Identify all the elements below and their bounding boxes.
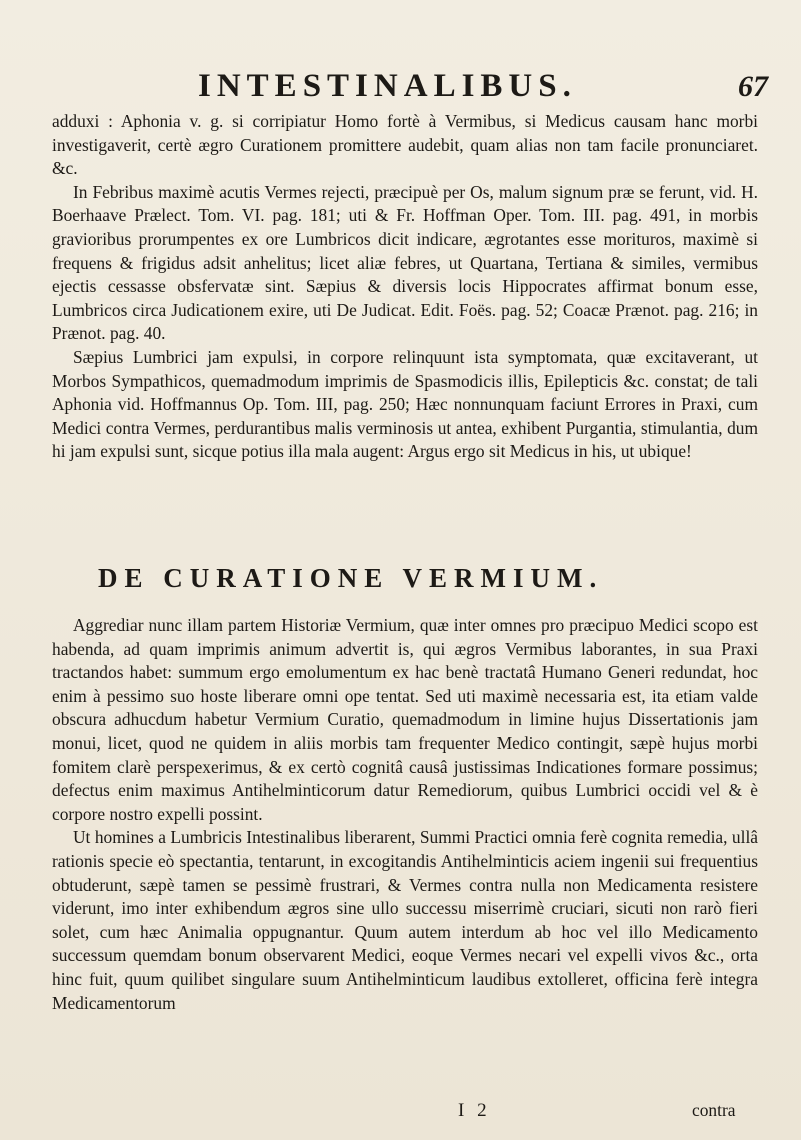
page-number: 67 xyxy=(738,70,768,103)
running-head: INTESTINALIBUS. xyxy=(198,68,577,104)
paragraph-continuation: adduxi : Aphonia v. g. si corripiatur Homo fortè à Vermibus, si Medicus causam hanc morbi investigaverit, certè ægro Curationem promittere audebit, quam alias non tam facile pronunciaret. &c. xyxy=(52,111,758,179)
section-heading: DE CURATIONE VERMIUM. xyxy=(98,563,604,593)
paragraph-symptomata: Sæpius Lumbrici jam expulsi, in corpore relinquunt ista symptomata, quæ excitaverant, ut Morbos Sympathicos, quemadmodum imprimis de Spasmodicis illis, Epilepticis &c. constat; de tali Aphonia vid. Hoffmannus Op. Tom. III, pag. 250; Hæc nonnunquam faciunt Errores in Praxi, cum Medici contra Vermes, perdurantibus malis verminosis ut antea, exhibent Purgantia, stimulantia, dum hi jam expulsi sunt, sicque potius illa mala augent: Argus ergo sit Medicus in his, ut ubique! xyxy=(52,346,758,462)
text-block-top xyxy=(52,110,758,464)
text-block-bottom xyxy=(52,614,758,1015)
signature-mark: I 2 xyxy=(458,1100,491,1121)
paragraph-aggrediar: Aggrediar nunc illam partem Historiæ Vermium, quæ inter omnes pro præcipuo Medici scopo est habenda, ad quam imprimis animum advertit is, qui ægros Vermibus laborantes, in sua Praxi tractandos habet: summum ergo emolumentum ex hac benè tractatâ Humano Generi redundat, hoc enim à pessimo suo hoste liberare omni ope tentat. Sed uti maximè necessaria est, ita etiam valde obscura adhucdum habetur Vermium Curatio, quemadmodum in limine hujus Dissertationis jam monui, licet, quod ne quidem in aliis morbis tam frequenter Medico contingit, sæpè hujus morbi fomitem clarè perspexerimus, & ex certò cognitâ causâ justissimas Indicationes formare possimus; defectus enim maximus Antihelminticorum datur Remediorum, quibus Lumbrici occidi vel & è corpore nostro expelli possint. xyxy=(52,615,758,824)
paragraph-remedia: Ut homines a Lumbricis Intestinalibus liberarent, Summi Practici omnia ferè cognita remedia, ullâ rationis specie eò spectantia, tentarunt, in excogitandis Antihelminticis aciem ingenii sui frequentius obtuderunt, sæpè tamen se pessimè frustrari, & Vermes contra nulla non Medicamenta resistere viderunt, imo inter exhibendum ægros sine ullo successu miserrimè cruciari, sicuti non rarò fieri solet, cum hæc Animalia oppugnantur. Quum autem interdum ab hoc vel illo Medicamento successum quemdam bonum observarent Medici, eoque Vermes necari vel expelli vivos &c., orta hinc fuit, quum quilibet singulare suum Antihelminticum laudibus extolleret, officina ferè integra Medicamentorum xyxy=(52,827,758,1013)
catchword: contra xyxy=(692,1100,736,1120)
paragraph-febribus: In Febribus maximè acutis Vermes rejecti, præcipuè per Os, malum signum præ se ferunt, vid. H. Boerhaave Prælect. Tom. VI. pag. 181; uti & Fr. Hoffman Oper. Tom. III. pag. 491, in morbis gravioribus prorumpentes ex ore Lumbricos dicit indicare, ægrotantes esse morituros, maximè si frequens & frigidus adsit anhelitus; licet aliæ febres, ut Quartana, Tertiana & similes, vermibus ejectis cessasse obsfervatæ sint. Sæpius & diversis locis Hippocrates affirmat bonum esse, Lumbricos circa Judicationem exire, uti De Judicat. Edit. Foës. pag. 52; Coacæ Prænot. pag. 216; in Prænot. pag. 40. xyxy=(52,181,758,344)
